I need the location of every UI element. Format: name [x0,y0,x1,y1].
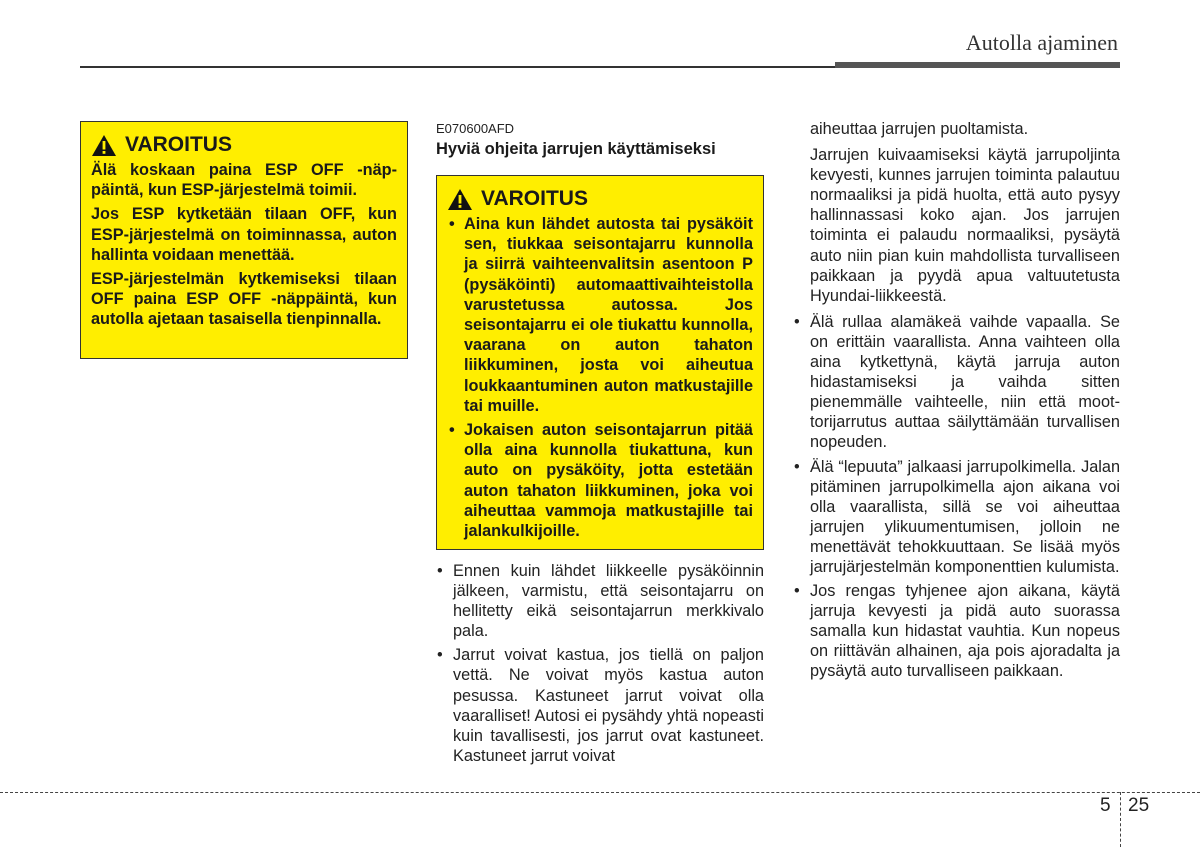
continuation-text: aiheuttaa jarrujen puoltamista. [810,120,1029,138]
page-number-divider [1120,792,1121,847]
middle-body-list [436,561,764,770]
warning-box-parking-brake [436,175,764,550]
warning-paragraph: ESP-järjestelmän kytkemiseksi tilaan OFF paina ESP OFF -näppäintä, kun autolla ajetaan tasaisella tienpinnalla. [91,270,397,329]
warning-header [447,186,753,212]
section-title: Autolla ajaminen [965,30,1118,55]
warning-header [91,132,397,158]
right-column [793,119,1120,686]
warning-list-item: • Aina kun lähdet autosta tai pysäköit sen, tiukkaa seisontajarru kunnolla ja siirrä vaihteenvalitsin asentoon P (pysäköinti) automaattivaihteistolla varustetussa autossa. Jos seisontajarru ei ole tiukattu kunnolla, vaarana on auton tahaton liikkuminen, josta voi aiheutua loukkaantuminen auton matkustajille tai muille. [447,214,753,416]
warning-title: VAROITUS [125,133,232,156]
header-rule-accent [835,62,1120,68]
list-item: • Älä “lepuuta” jalkaasi jarrupolkimella. Jalan pitäminen jarrupolkimella ajon aikana voi olla vaarallista, sillä se voi aiheuttaa jarrujen ylikuumentumisen, jolloin ne menettävät tehokkuuttaan. Se lisää myös jarrujärjestelmän komponenttien kulumista. [793,457,1120,578]
header-rule [80,66,835,68]
list-item: • Jarrut voivat kastua, jos tiellä on paljon vettä. Ne voivat myös kastua auton pesussa. Kastuneet jarrut voivat olla vaaralliset! Autosi ei pysähdy yhtä nopeasti kuin tavallisesti, jos jarrut ovat kastuneet. Kastuneet jarrut voivat [436,645,764,766]
warning-triangle-icon [91,134,117,157]
warning-list [447,214,753,541]
chapter-number: 5 [1100,795,1111,816]
warning-paragraph: Jos ESP kytketään tilaan OFF, kun ESP-järjestelmä on toiminnassa, auton hallinta voidaan menettää. [91,205,397,264]
warning-paragraph: Älä koskaan paina ESP OFF -näppäintä, kun ESP-järjestelmä toimii. [91,161,397,200]
body-paragraph: Jarrujen kuivaamiseksi käytä jarrupoljinta kevyesti, kunnes jarrujen toiminta palautuu normaaliksi ja pidä huolta, että auto pysyy hallinnassasi koko ajan. Jos jarrujen toiminta ei palaudu normaaliksi, pysäytä auto niin pian kuin mahdollista turvalliseen paikkaan ja pyydä apua valtuutetusta Hyundai-liikkeestä. [810,146,1120,305]
page-number: 25 [1128,795,1150,816]
list-item: • Älä rullaa alamäkeä vaihde vapaalla. Se on erittäin vaarallista. Anna vaihteen olla aina kytkettynä, käytä jarruja auton hidastamiseksi ja vaihda sitten pienemmälle vaihteelle, niin että moottorijarrutus auttaa säilyttämään turvallisen nopeuden. [793,312,1120,453]
warning-title: VAROITUS [481,187,588,210]
warning-list-item: • Jokaisen auton seisontajarrun pitää olla aina kunnolla tiukattuna, kun auto on pysäköity, jotta estetään auton tahaton liikkuminen, joka voi aiheuttaa vammoja matkustajille tai jalankulkijoille. [447,420,753,541]
footer-rule [0,792,1200,793]
list-item: • Jos rengas tyhjenee ajon aikana, käytä jarruja kevyesti ja pidä auto suorassa samalla kun hidastat vauhtia. Kun nopeus on riittävän alhainen, aja pois ajoradalta ja pysäytä auto turvalliseen paikkaan. [793,581,1120,681]
warning-box-esp [80,121,408,359]
section-heading: Hyviä ohjeita jarrujen käyttämiseksi [436,140,716,158]
warning-triangle-icon [447,188,473,211]
list-item: • Ennen kuin lähdet liikkeelle pysäköinnin jälkeen, varmistu, että seisontajarru on hellitetty eikä seisontajarrun merkkivalo pala. [436,561,764,641]
section-code: E070600AFD [436,121,515,136]
